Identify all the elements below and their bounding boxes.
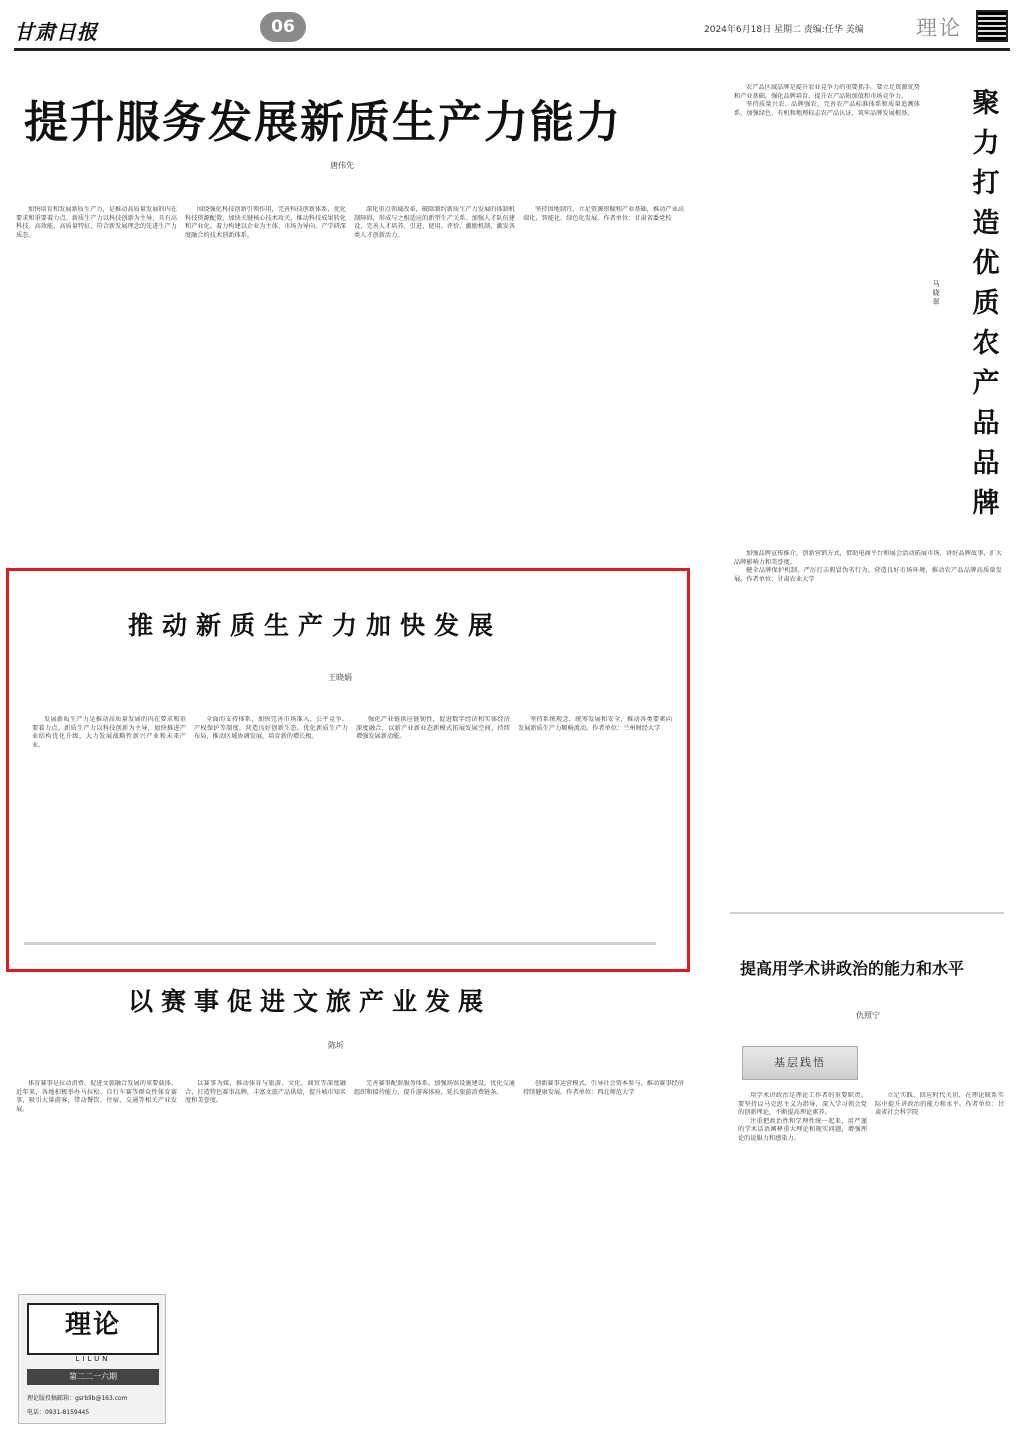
sidebar-article2-body <box>738 1092 1004 1428</box>
article1-author: 唐伟先 <box>330 161 354 170</box>
sidebar-article2-paragraph: 用学术讲政治是理论工作者的重要职责。要坚持以马克思主义为指导，深入学习领会党的创新理论，不断提高理论素养。 <box>738 1092 867 1117</box>
column-logo <box>18 1294 166 1424</box>
masthead <box>14 8 1010 46</box>
column-tag: 基层践悟 <box>742 1046 858 1080</box>
article3-paragraph: 体育赛事是拉动消费、促进文旅融合发展的重要载体。近年来，各地积极举办马拉松、自行车赛等群众性体育赛事，吸引大量游客，带动餐饮、住宿、交通等相关产业发展。 <box>16 1080 177 1113</box>
article2-title: 推动新质生产力加快发展 <box>128 611 503 640</box>
article3-title: 以赛事促进文旅产业发展 <box>128 987 492 1016</box>
page-number-badge: 06 <box>260 12 306 42</box>
sidebar-article1-body <box>734 84 920 544</box>
column-logo-name: 理论 <box>27 1303 159 1355</box>
sidebar-article1-title: 聚力打造优质农产品品牌 <box>972 88 1000 519</box>
article3-paragraph: 完善赛事配套服务体系，加强场馆设施建设，优化交通组织和接待能力，提升游客体验，延长旅游消费链条。 <box>354 1080 515 1096</box>
article2-bottom-rule <box>24 942 656 945</box>
sidebar-article1-paragraph: 坚持质量兴农、品牌强农，完善农产品标准体系和质量追溯体系，加强绿色、有机和地理标志农产品认证，筑牢品牌发展根基。 <box>734 101 920 117</box>
date-line: 2024年6月18日 星期二 责编:任华 美编 <box>704 25 864 35</box>
article2-paragraph: 全面的支持体系，加快完善市场准入、公平竞争、产权保护等制度，营造良好创新生态。优化新质生产力布局，推动区域协调发展，培育新的增长极。 <box>194 716 348 741</box>
article2-paragraph: 坚持系统观念，统筹发展和安全，推动各类要素向发展新质生产力顺畅流动。作者单位：兰州财经大学 <box>518 716 672 732</box>
article1-paragraph: 深化重点领域改革，破除制约新质生产力发展的体制机制障碍，形成与之相适应的新型生产关系。加强人才队伍建设，完善人才培养、引进、使用、评价、激励机制，激发各类人才创新活力。 <box>354 206 515 239</box>
article3-paragraph: 以赛事为媒，推动体育与旅游、文化、商贸等深度融合，打造特色赛事品牌，丰富文旅产品供给，提升城市知名度和美誉度。 <box>185 1080 346 1105</box>
sidebar-article1-body-lower <box>734 550 1002 890</box>
masthead-rule <box>14 48 1010 51</box>
issue-number: 第二二一六期 <box>27 1369 159 1385</box>
sidebar-divider <box>730 912 1004 914</box>
sidebar-article1-author: 马晓翠 <box>932 280 940 306</box>
article3-paragraph: 创新赛事运营模式，引导社会资本参与，推动赛事经济持续健康发展。作者单位：西北师范大学 <box>523 1080 684 1096</box>
article2-paragraph: 强化产业链供应链韧性，促进数字经济和实体经济深度融合，以新产业新业态新模式拓展发展空间，持续增强发展新动能。 <box>356 716 510 741</box>
article1-title: 提升服务发展新质生产力能力 <box>24 97 622 148</box>
article2-author: 王晓娟 <box>328 673 352 682</box>
sidebar-article1-paragraph: 健全品牌保护机制，严厉打击假冒伪劣行为，营造良好市场环境，推动农产品品牌高质量发展。作者单位：甘肃农业大学 <box>734 567 1002 583</box>
sidebar-article1-paragraph: 农产品区域品牌是提升农业竞争力的重要抓手。要立足资源优势和产业基础，强化品牌培育，提升农产品附加值和市场竞争力。 <box>734 84 920 100</box>
section-name: 理论 <box>916 16 962 40</box>
paper-name: 甘肃日报 <box>14 20 98 44</box>
sidebar-article2-title: 提高用学术讲政治的能力和水平 <box>740 959 965 978</box>
sidebar-article2-author: 仇照宁 <box>856 1011 880 1020</box>
article2-paragraph: 发展新质生产力是推动高质量发展的内在要求和重要着力点。新质生产力以科技创新为主导，加快推进产业结构优化升级，大力发展战略性新兴产业和未来产业。 <box>32 716 186 749</box>
sidebar-article2-paragraph: 注重把政治性和学理性统一起来，用严谨的学术话语阐释重大理论和现实问题，增强理论的说服力和感染力。 <box>738 1117 867 1142</box>
article1-paragraph: 加快培育和发展新质生产力，是推动高质量发展的内在要求和重要着力点。新质生产力以科技创新为主导，具有高科技、高效能、高质量特征，符合新发展理念的先进生产力质态。 <box>16 206 177 239</box>
contact-phone: 电话：0931-8159445 <box>27 1409 90 1416</box>
article3-author: 陈圻 <box>328 1041 344 1050</box>
article1-paragraph: 坚持因地制宜，立足资源禀赋和产业基础，推动产业高端化、智能化、绿色化发展。作者单位：甘肃省委党校 <box>523 206 684 222</box>
article1-paragraph: 围绕强化科技创新引领作用，完善科技创新体系，优化科技资源配置，加快关键核心技术攻关，推动科技成果转化和产业化。着力构建以企业为主体、市场为导向、产学研深度融合的技术创新体系。 <box>185 206 346 239</box>
qr-code-icon <box>976 10 1008 42</box>
column-logo-pinyin: LILUN <box>75 1355 111 1363</box>
article1-body <box>16 206 684 542</box>
article2-body <box>32 716 672 926</box>
contact-email: 理论版投稿邮箱：gsrbllb@163.com <box>27 1395 128 1402</box>
sidebar-article1-paragraph: 加强品牌宣传推介，创新营销方式，借助电商平台和展会活动拓展市场，讲好品牌故事，扩大品牌影响力和美誉度。 <box>734 550 1002 566</box>
sidebar-article2-paragraph: 立足实践，回应时代关切，在理论联系实际中提升讲政治的能力和水平。作者单位：甘肃省社会科学院 <box>875 1092 1004 1117</box>
